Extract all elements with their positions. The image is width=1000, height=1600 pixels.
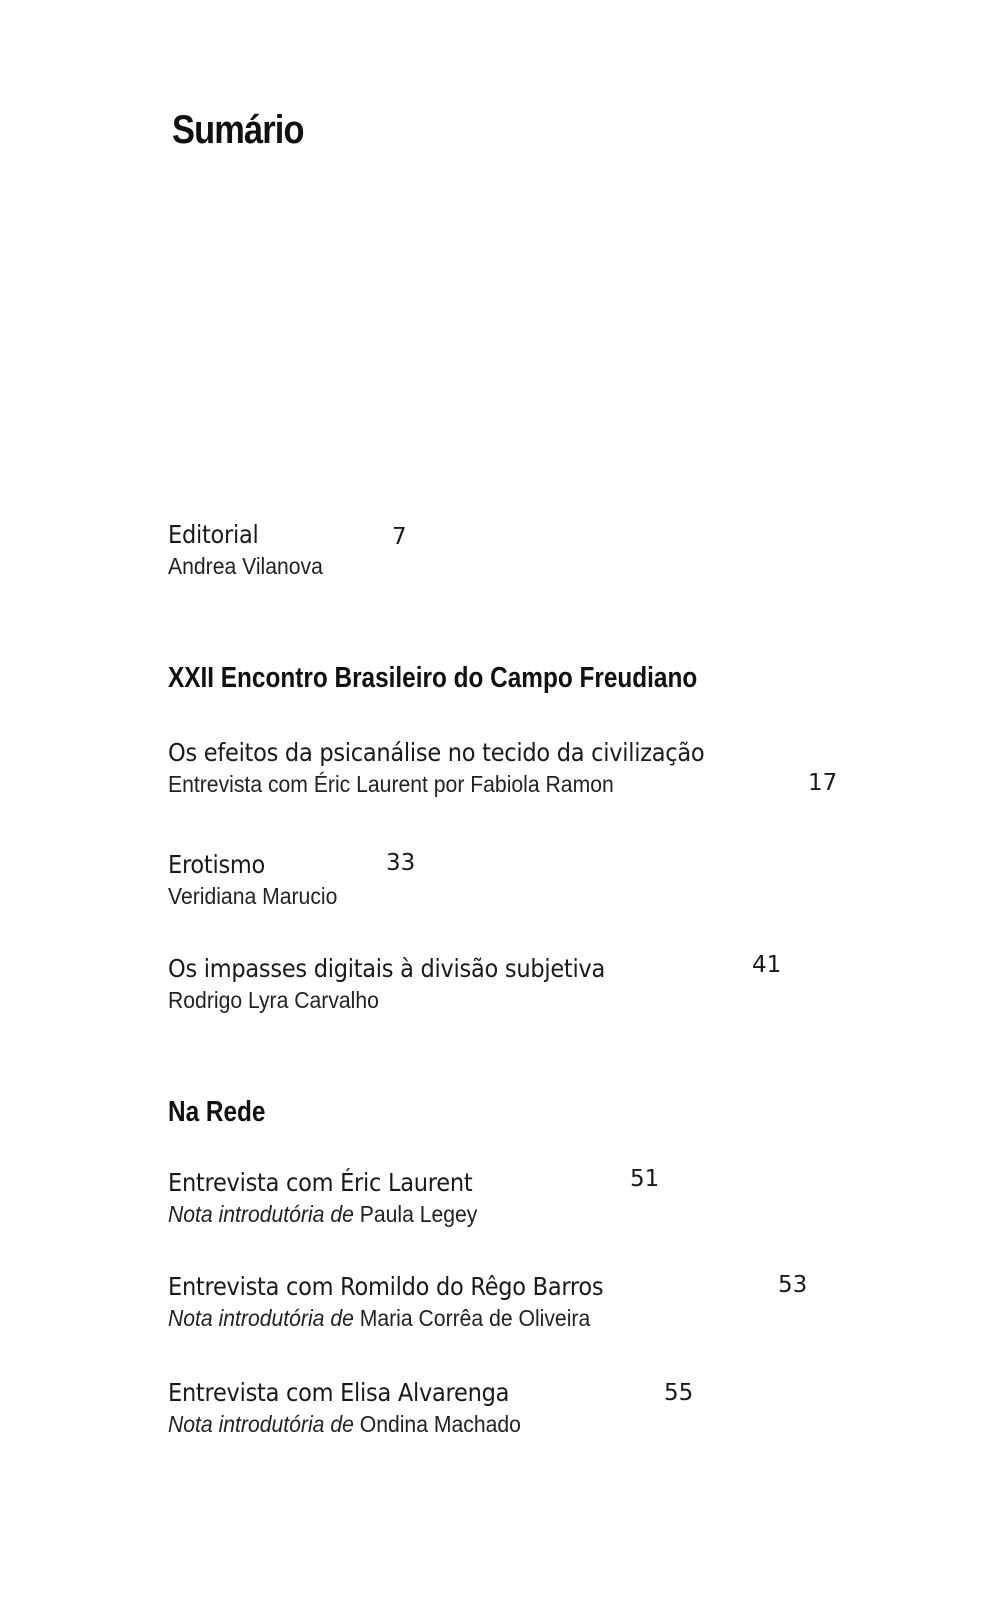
entry-page-number: 53 xyxy=(778,1272,808,1298)
entry-author: Ondina Machado xyxy=(359,1411,521,1437)
toc-entry xyxy=(168,1378,552,1438)
toc-entry xyxy=(168,738,764,798)
toc-entry xyxy=(168,1272,652,1332)
entry-author: Veridiana Marucio xyxy=(168,883,338,909)
note-prefix: Nota introdutória de xyxy=(168,1411,354,1437)
entry-page-number: 17 xyxy=(808,770,838,796)
entry-title: Entrevista com Romildo do Rêgo Barros xyxy=(168,1272,604,1301)
entry-author: Andrea Vilanova xyxy=(168,553,323,579)
entry-subtitle: Entrevista com Éric Laurent por Fabiola Ramon xyxy=(168,771,614,797)
section-heading: Na Rede xyxy=(168,1096,266,1128)
toc-entry xyxy=(168,1168,506,1228)
entry-page-number: 41 xyxy=(752,952,782,978)
entry-page-number: 55 xyxy=(664,1380,694,1406)
entry-title: Os impasses digitais à divisão subjetiva xyxy=(168,954,605,983)
entry-title: Entrevista com Éric Laurent xyxy=(168,1168,473,1197)
toc-entry xyxy=(168,850,352,910)
entry-page-number: 7 xyxy=(392,524,407,550)
toc-entry-editorial xyxy=(168,520,336,580)
entry-title: Editorial xyxy=(168,520,259,549)
entry-note xyxy=(168,1305,590,1332)
entry-author: Maria Corrêa de Oliveira xyxy=(359,1305,591,1331)
toc-entry xyxy=(168,954,654,1014)
page-title: Sumário xyxy=(172,108,304,152)
section-heading: XXII Encontro Brasileiro do Campo Freudiano xyxy=(168,662,698,694)
entry-title: Erotismo xyxy=(168,850,266,879)
note-prefix: Nota introdutória de xyxy=(168,1305,354,1331)
entry-page-number: 51 xyxy=(630,1166,660,1192)
entry-page-number: 33 xyxy=(386,850,416,876)
entry-title: Os efeitos da psicanálise no tecido da civilização xyxy=(168,738,705,767)
note-prefix: Nota introdutória de xyxy=(168,1201,354,1227)
entry-author: Paula Legey xyxy=(359,1201,478,1227)
entry-title: Entrevista com Elisa Alvarenga xyxy=(168,1378,510,1407)
entry-note xyxy=(168,1201,477,1228)
entry-author: Rodrigo Lyra Carvalho xyxy=(168,987,379,1013)
entry-note xyxy=(168,1411,521,1438)
